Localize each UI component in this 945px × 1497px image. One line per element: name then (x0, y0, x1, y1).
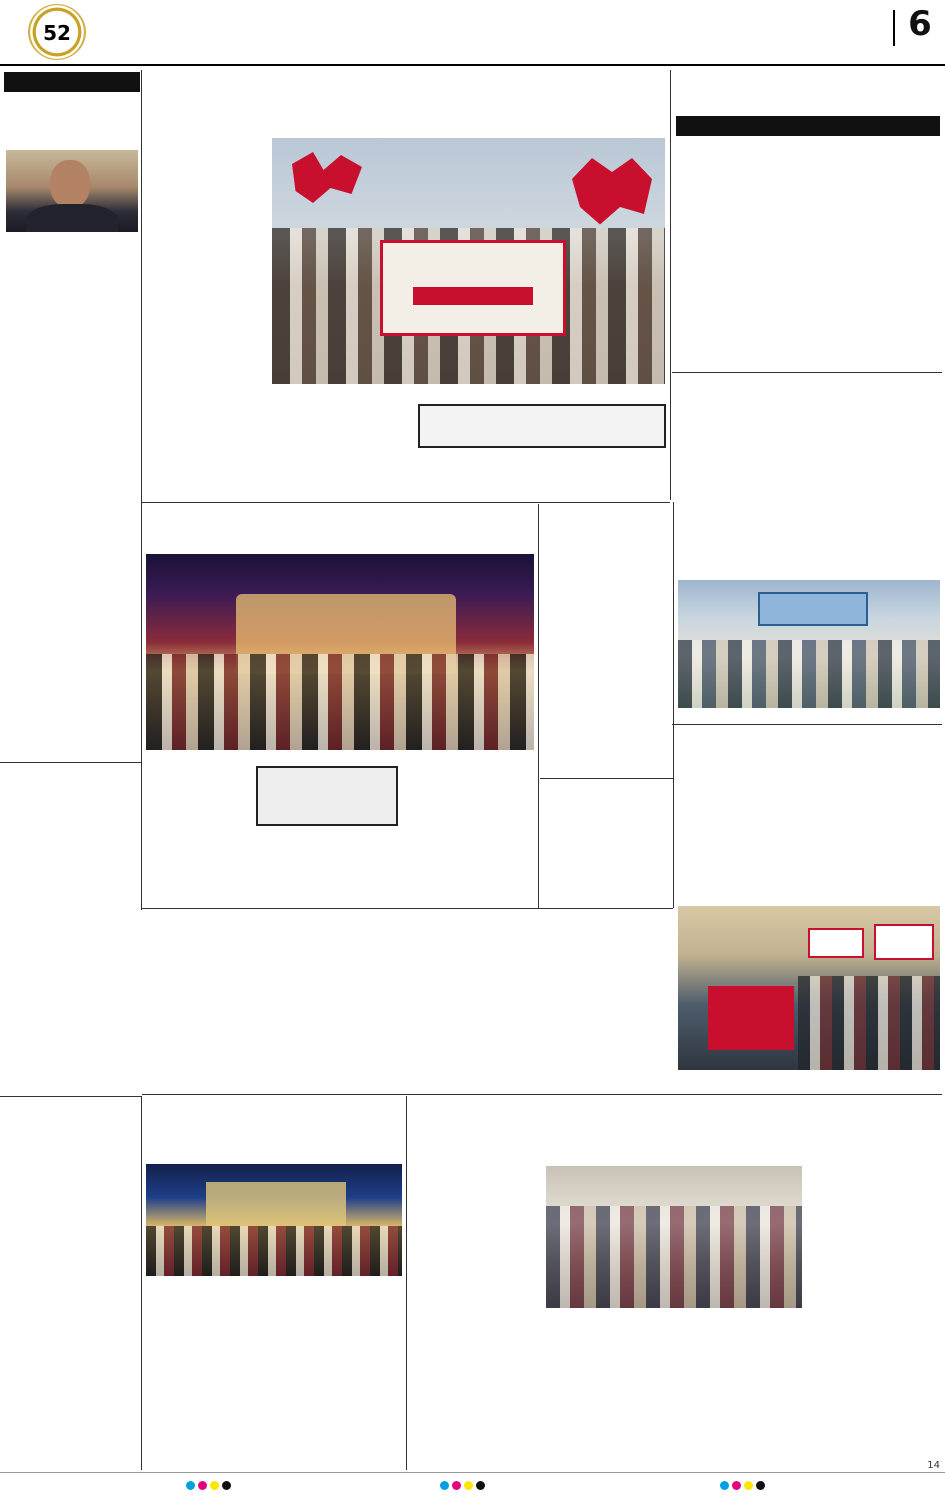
protest-photo (678, 906, 940, 1070)
panchayat-headline (4, 1100, 140, 1162)
masthead-divider (893, 10, 895, 46)
pocso-headline (542, 782, 670, 804)
protest-banner-sign (708, 986, 794, 1050)
dance-stage-photo (146, 1164, 402, 1276)
color-dot-magenta (198, 1481, 207, 1490)
food-bottom-rule (672, 372, 942, 373)
music-stage-photo (146, 554, 534, 750)
panchayat-body (4, 1180, 140, 1468)
protest-banner-title (413, 287, 533, 305)
page-number: 6 (908, 4, 932, 44)
sports-bottom-rule (672, 724, 942, 725)
stage-performers (146, 654, 534, 750)
bottom-left-rule (141, 1096, 142, 1470)
footer-rule (0, 1472, 945, 1473)
color-dot-black-3 (756, 1481, 765, 1490)
dance-body (146, 1308, 402, 1468)
theft-top-rule (0, 762, 141, 763)
music-top-rule (142, 502, 670, 503)
badge-number: 52 (43, 21, 71, 45)
brief-portrait-photo (6, 150, 138, 232)
color-dot-black (222, 1481, 231, 1490)
flag-cluster (292, 152, 362, 212)
boxed-note-text (420, 406, 664, 409)
sports-banner (758, 592, 868, 626)
lead-headline (146, 74, 666, 132)
color-dot-magenta-2 (452, 1481, 461, 1490)
sports-body (676, 427, 940, 575)
music-box-title (258, 768, 396, 772)
masthead-place-date (102, 8, 362, 11)
dance-right-rule (406, 1096, 407, 1470)
youth-right-rule (673, 502, 674, 908)
protest-sign-1 (808, 928, 864, 958)
food-headline (674, 74, 942, 114)
color-dot-cyan-2 (440, 1481, 449, 1490)
brief-body (4, 250, 140, 758)
road-safety-top-rule (142, 908, 673, 909)
color-dot-yellow (210, 1481, 219, 1490)
dance-top-rule (142, 1094, 942, 1095)
pocso-body (542, 820, 670, 906)
protest-headline (676, 728, 942, 758)
anniversary-badge (28, 4, 86, 60)
sports-headline (676, 378, 942, 408)
theft-body (4, 836, 140, 1092)
pocso-top-rule (540, 778, 673, 779)
road-safety-headline (146, 912, 671, 954)
color-dot-cyan (186, 1481, 195, 1490)
left-column-rule (141, 70, 142, 910)
masthead-rule (0, 64, 945, 66)
lead-body-left (146, 166, 266, 398)
music-body (146, 782, 534, 906)
protest-banner (380, 240, 566, 336)
protest-sign-2 (874, 924, 934, 960)
music-right-rule (538, 504, 539, 908)
portrait-body (26, 204, 118, 232)
protest-banner-side-left (387, 253, 407, 323)
lead-body-right (146, 402, 411, 494)
dance-headline (146, 1098, 406, 1160)
color-dot-magenta-3 (732, 1481, 741, 1490)
food-body (676, 165, 940, 365)
panchayat-top-rule (0, 1096, 141, 1097)
sports-people (678, 640, 940, 708)
color-dot-cyan-3 (720, 1481, 729, 1490)
portrait-face (50, 160, 90, 208)
beti-photo (546, 1166, 802, 1308)
food-subheadline-bar (676, 116, 940, 136)
lead-protest-photo (272, 138, 665, 384)
dance-performers (146, 1226, 402, 1276)
masthead (0, 0, 945, 68)
beti-people (546, 1206, 802, 1308)
flag-cluster-right (572, 158, 652, 228)
youth-headline (542, 506, 670, 550)
section-name (738, 6, 883, 46)
music-headline (146, 506, 538, 552)
boxed-note (418, 404, 666, 448)
protest-crowd (798, 976, 940, 1070)
dance-backdrop (206, 1182, 346, 1226)
color-dot-yellow-2 (464, 1481, 473, 1490)
beti-headline (410, 1100, 942, 1160)
road-safety-body (146, 974, 671, 1090)
footer-page-number: 14 (927, 1460, 940, 1471)
protest-body (676, 774, 940, 900)
brief-label (4, 72, 140, 92)
farmer-continuation (418, 452, 666, 496)
footer-registration-marks (0, 1478, 945, 1494)
lead-right-rule (670, 70, 671, 500)
sports-photo (678, 580, 940, 708)
brief-title (4, 96, 140, 146)
color-dot-yellow-3 (744, 1481, 753, 1490)
color-dot-black-2 (476, 1481, 485, 1490)
protest-banner-side-right (543, 253, 563, 323)
theft-headline (4, 766, 140, 820)
